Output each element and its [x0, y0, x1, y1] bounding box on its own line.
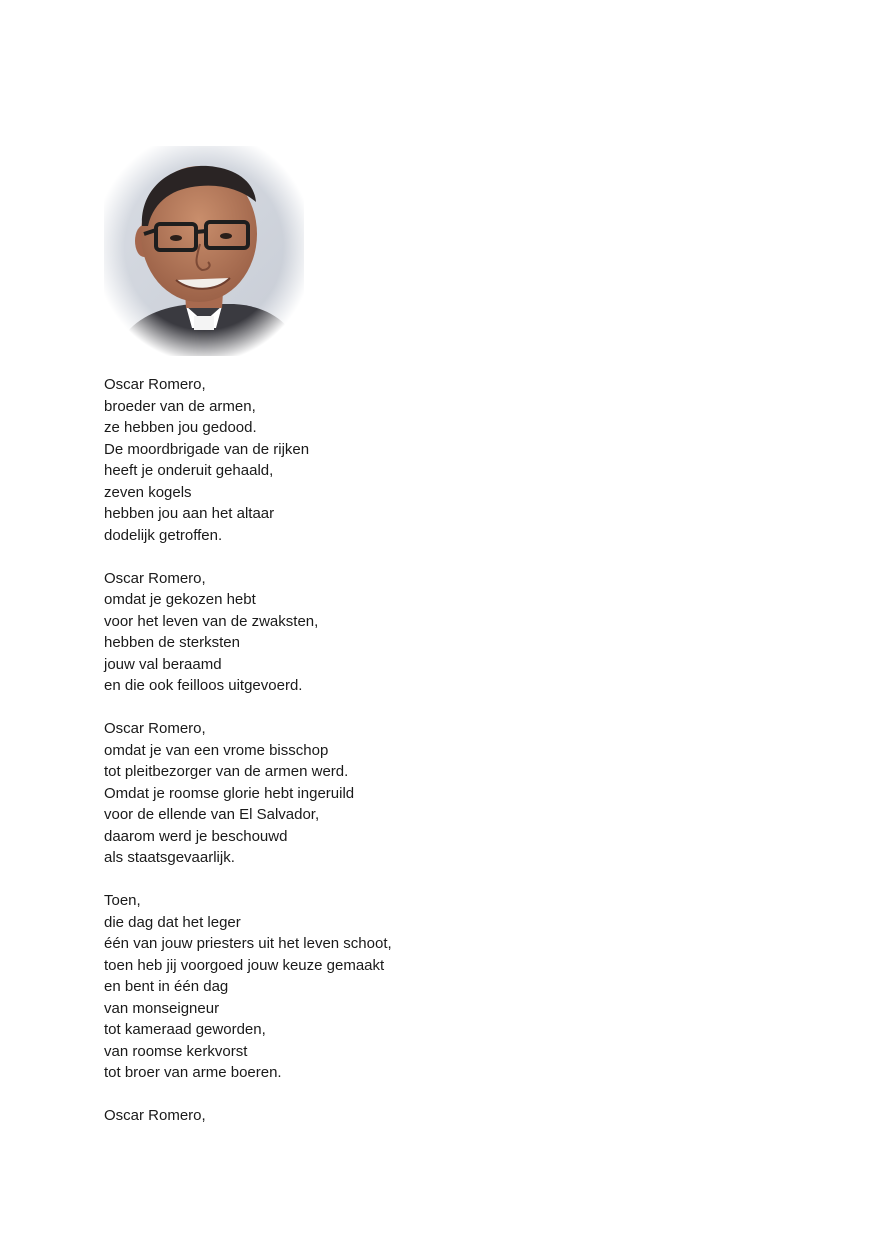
poem-line: tot pleitbezorger van de armen werd. — [104, 763, 349, 780]
poem-line: van monseigneur — [104, 999, 220, 1017]
poem-line: voor de ellende van El Salvador, — [104, 806, 320, 823]
poem-line: hebben de sterksten — [104, 634, 240, 651]
portrait-illustration — [104, 146, 304, 356]
poem-stanza-5 — [104, 1105, 704, 1127]
poem-stanza-3 — [104, 718, 704, 869]
poem-line: voor het leven van de zwaksten, — [104, 612, 319, 630]
poem-line: die dag dat het leger — [104, 913, 241, 931]
poem-line: jouw val beraamd — [104, 655, 222, 673]
poem-line: tot broer van arme boeren. — [104, 1064, 282, 1081]
poem-line: Oscar Romero, — [104, 720, 206, 737]
poem-line: één van jouw priesters uit het leven schoot, — [104, 935, 392, 952]
poem-line: Oscar Romero, — [104, 376, 206, 393]
poem-line: daarom werd je beschouwd — [104, 827, 288, 845]
poem-stanza-1 — [104, 374, 704, 546]
poem-line: Omdat je roomse glorie hebt ingeruild — [104, 784, 355, 802]
poem-stanza-2 — [104, 568, 704, 697]
poem-line: en die ook feilloos uitgevoerd. — [104, 677, 303, 694]
poem-line: dodelijk getroffen. — [104, 526, 223, 544]
poem-line: omdat je gekozen hebt — [104, 591, 256, 608]
poem-line: Toen, — [104, 892, 141, 909]
poem-line: omdat je van een vrome bisschop — [104, 741, 329, 759]
poem-line: toen heb jij voorgoed jouw keuze gemaakt — [104, 956, 385, 974]
poem-body — [104, 374, 704, 1148]
poem-line: en bent in één dag — [104, 978, 229, 995]
poem-line: De moordbrigade van de rijken — [104, 440, 310, 458]
poem-stanza-4 — [104, 890, 704, 1084]
poem-line: van roomse kerkvorst — [104, 1042, 248, 1060]
portrait-photo — [104, 146, 304, 356]
poem-line: hebben jou aan het altaar — [104, 505, 275, 522]
poem-line: als staatsgevaarlijk. — [104, 849, 235, 866]
poem-line: broeder van de armen, — [104, 397, 256, 415]
poem-line: ze hebben jou gedood. — [104, 419, 257, 436]
poem-line: heeft je onderuit gehaald, — [104, 462, 274, 479]
poem-line: zeven kogels — [104, 483, 192, 501]
poem-line: Oscar Romero, — [104, 1107, 206, 1124]
poem-line: Oscar Romero, — [104, 569, 206, 587]
poem-line: tot kameraad geworden, — [104, 1021, 266, 1038]
